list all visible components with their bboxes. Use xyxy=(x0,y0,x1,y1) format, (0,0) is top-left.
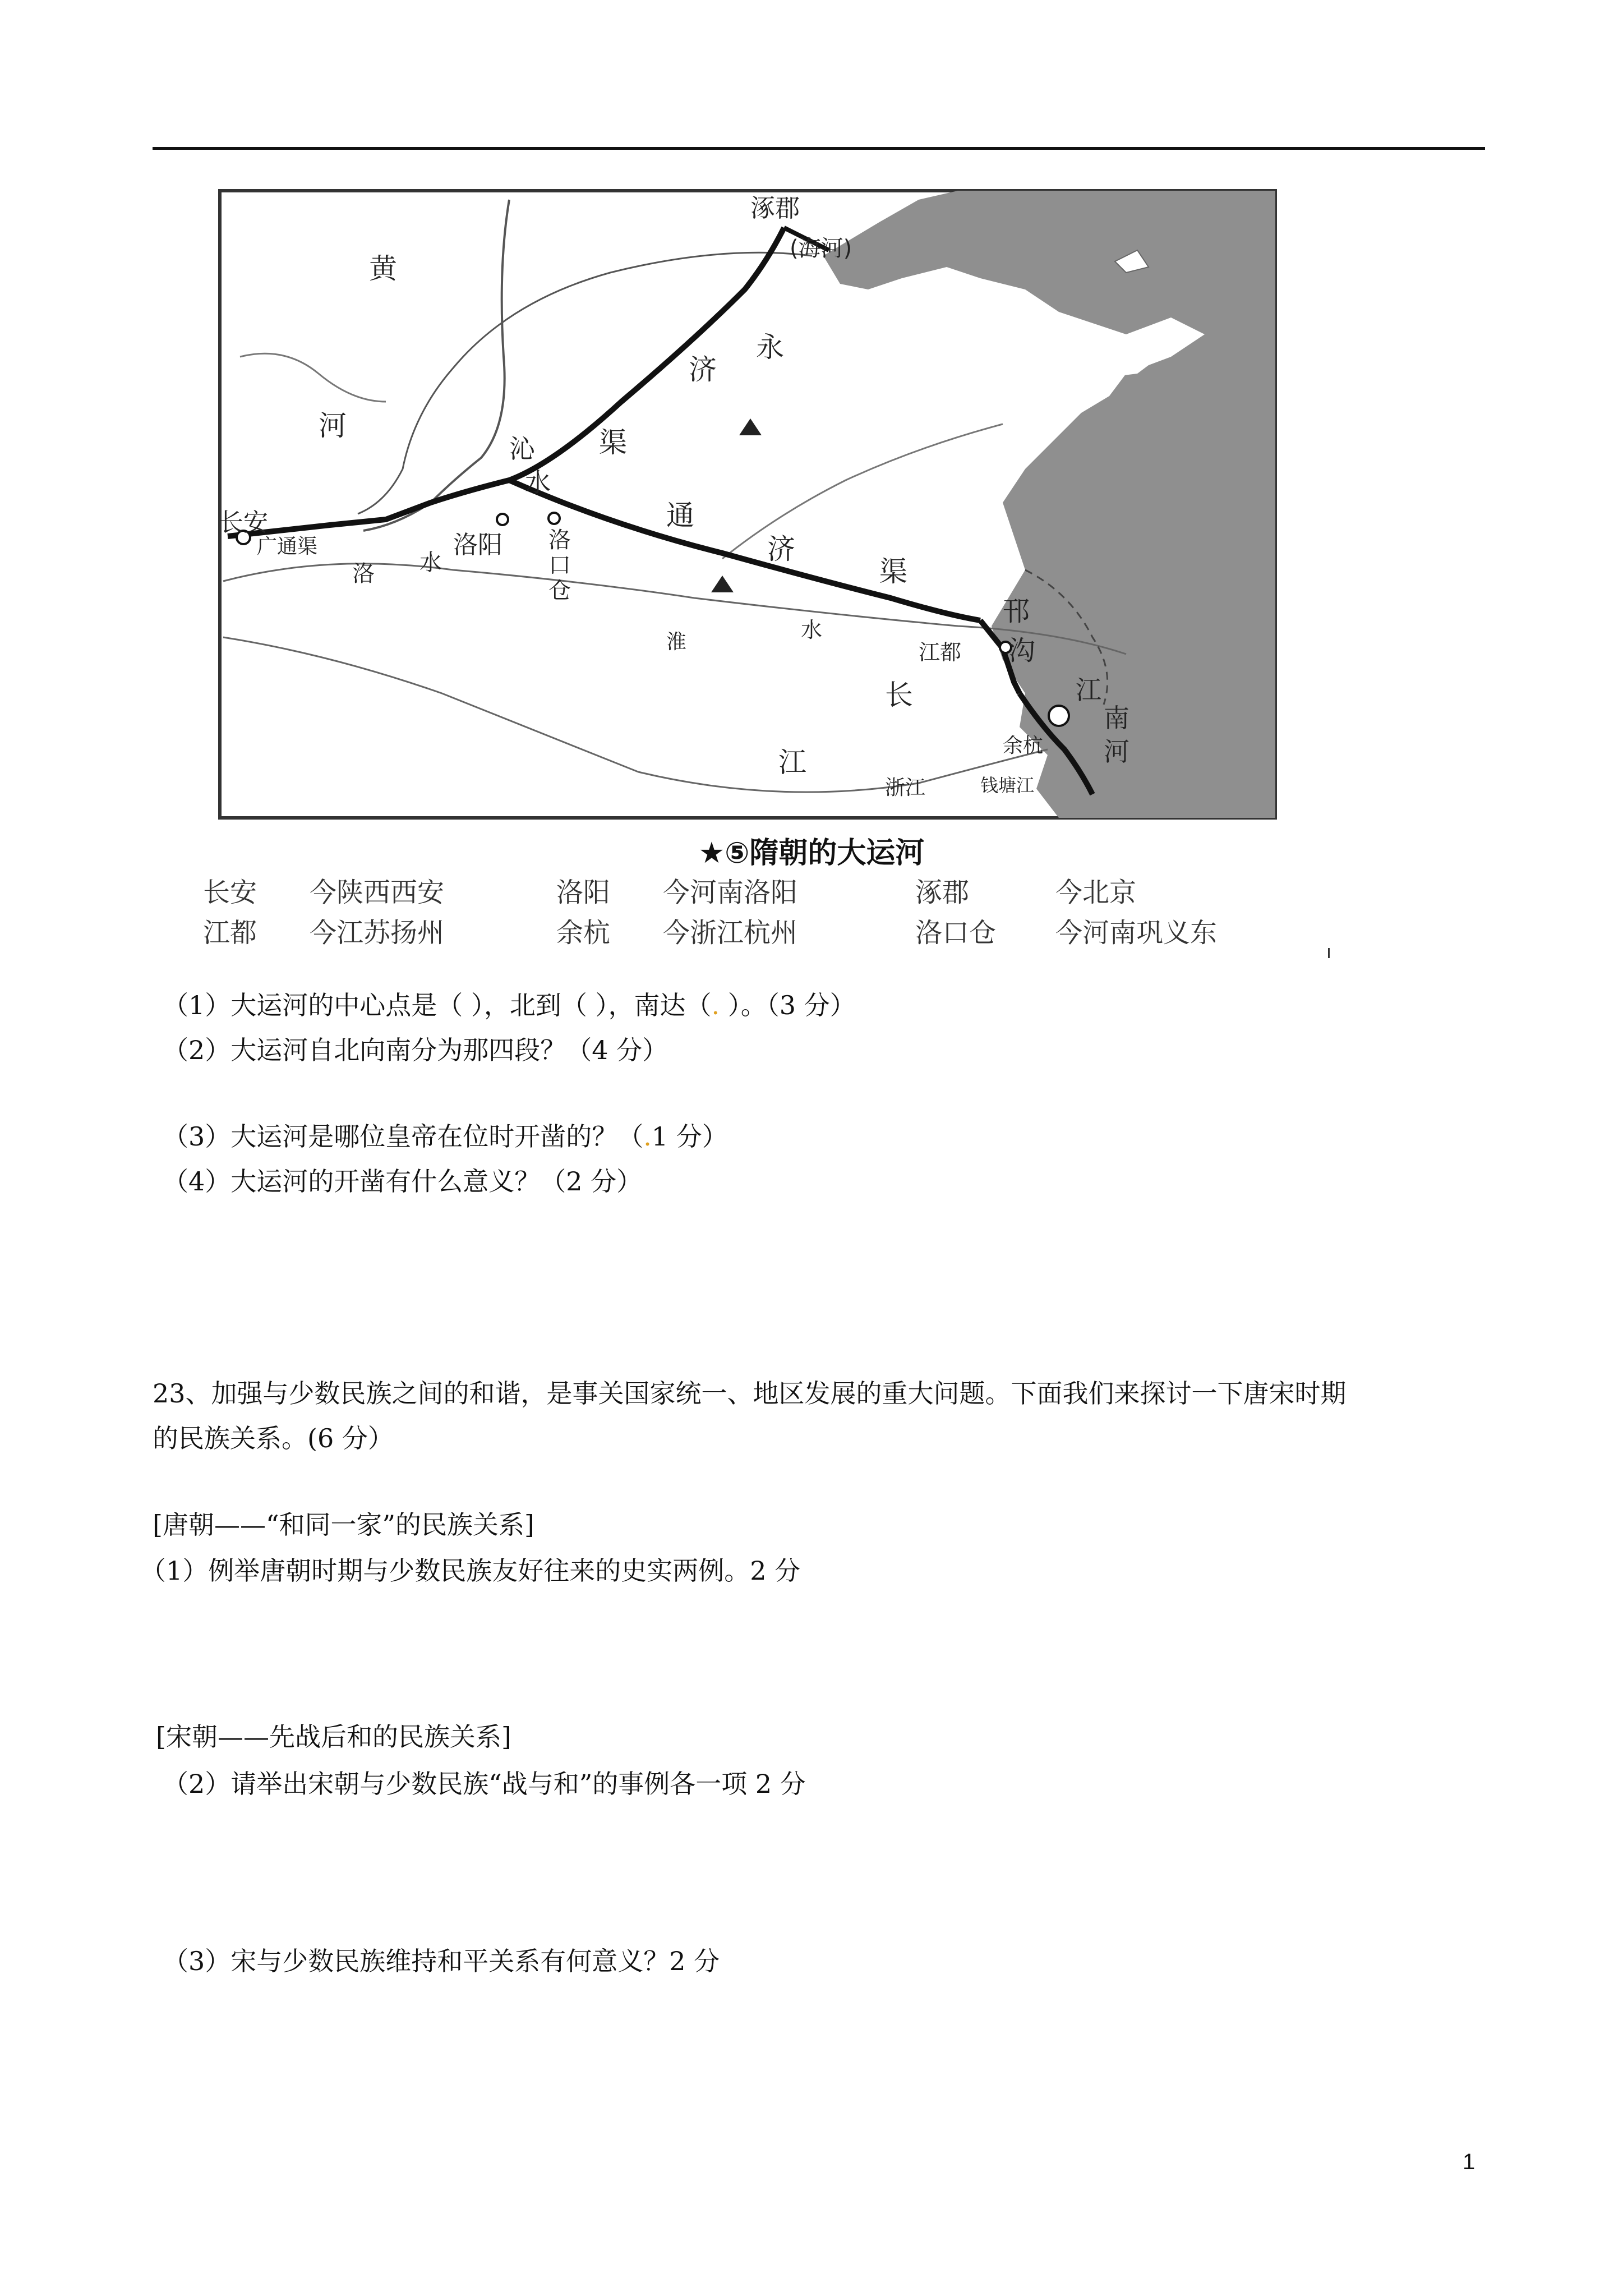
map-caption: ★⑤隋朝的大运河 xyxy=(698,836,925,870)
legend-modern: 今河南巩义东 xyxy=(1055,917,1218,949)
tang-heading: [唐朝——“和同一家”的民族关系] xyxy=(153,1510,534,1540)
label-jiangnan-2: 南 xyxy=(1104,703,1129,733)
label-tong: 通 xyxy=(666,499,694,532)
taihu-marker xyxy=(1049,706,1069,726)
label-haihe: (海河) xyxy=(790,236,852,261)
label-jiang: 江 xyxy=(778,746,806,779)
page-number: 1 xyxy=(1463,2150,1476,2174)
label-huang: 黄 xyxy=(369,252,397,285)
legend-name: 余杭 xyxy=(556,917,611,949)
label-jiangnan-1: 江 xyxy=(1076,675,1101,705)
map-legend xyxy=(203,871,1325,951)
legend-modern: 今北京 xyxy=(1055,877,1137,908)
header-rule xyxy=(153,147,1485,150)
legend-name: 洛阳 xyxy=(556,877,611,908)
label-ji: 济 xyxy=(689,353,717,386)
question-23-line2: 的民族关系。(6 分） xyxy=(153,1423,394,1453)
label-qin: 沁 xyxy=(509,434,535,464)
label-jiangnan-3: 河 xyxy=(1104,737,1129,767)
legend-row xyxy=(203,911,1325,951)
grand-canal-map xyxy=(218,188,1278,820)
label-yong: 永 xyxy=(756,331,784,364)
label-luo: 洛 xyxy=(352,561,375,587)
label-luokoucang-2: 口 xyxy=(548,553,571,578)
label-tongji-ji: 济 xyxy=(767,533,795,565)
label-luo-shui: 水 xyxy=(419,550,442,576)
question-1: （1）大运河的中心点是（ ），北到（ ），南达（. ）。（3 分） xyxy=(163,990,856,1020)
legend-modern: 今江苏扬州 xyxy=(310,917,445,949)
label-shui: 水 xyxy=(525,467,551,498)
label-huai: 淮 xyxy=(666,631,687,654)
label-gou: 沟 xyxy=(1008,635,1036,666)
song-question-2: （2）请举出宋朝与少数民族“战与和”的事例各一项 2 分 xyxy=(163,1769,806,1799)
label-changan: 长安 xyxy=(219,508,268,537)
song-heading: [宋朝——先战后和的民族关系] xyxy=(156,1722,511,1752)
legend-modern: 今河南洛阳 xyxy=(663,877,798,908)
label-luoyang: 洛阳 xyxy=(453,531,502,559)
question-4: （4）大运河的开凿有什么意义？（2 分） xyxy=(163,1166,643,1197)
label-jiangdu: 江都 xyxy=(919,640,962,665)
legend-modern: 今浙江杭州 xyxy=(663,917,798,949)
label-chang: 长 xyxy=(885,679,913,711)
label-qiantangjiang: 钱塘江 xyxy=(980,775,1035,796)
label-luokoucang-3: 仓 xyxy=(548,578,571,604)
legend-modern: 今陕西西安 xyxy=(310,877,445,908)
label-yuhang: 余杭 xyxy=(1003,734,1044,757)
label-he: 河 xyxy=(319,409,347,442)
luoyang-marker xyxy=(497,514,508,525)
stray-mark xyxy=(1328,948,1330,958)
legend-name: 洛口仓 xyxy=(915,917,997,949)
luokoucang-marker xyxy=(548,513,560,524)
song-question-3: （3）宋与少数民族维持和平关系有何意义？2 分 xyxy=(163,1946,720,1976)
legend-name: 长安 xyxy=(203,877,257,908)
label-zhejiang: 浙江 xyxy=(885,776,926,799)
legend-name: 江都 xyxy=(203,917,257,949)
tang-question-1: （1）例举唐朝时期与少数民族友好往来的史实两例。2 分 xyxy=(140,1556,801,1586)
label-zhuojun: 涿郡 xyxy=(750,194,800,223)
label-tongji-qu: 渠 xyxy=(879,555,907,588)
question-2: （2）大运河自北向南分为那四段？（4 分） xyxy=(163,1035,668,1065)
label-han: 邗 xyxy=(1003,596,1030,627)
label-luokoucang-1: 洛 xyxy=(548,527,571,553)
label-qu: 渠 xyxy=(599,426,627,459)
question-23-line1: 23、加强与少数民族之间的和谐，是事关国家统一、地区发展的重大问题。下面我们来探讨一下唐宋时期 xyxy=(153,1378,1347,1409)
label-guangtongqu: 广通渠 xyxy=(257,535,318,558)
legend-row xyxy=(203,871,1325,911)
label-huai-shui: 水 xyxy=(801,618,823,642)
question-3: （3）大运河是哪位皇帝在位时开凿的？（.1 分） xyxy=(163,1121,728,1152)
legend-name: 涿郡 xyxy=(915,877,970,908)
